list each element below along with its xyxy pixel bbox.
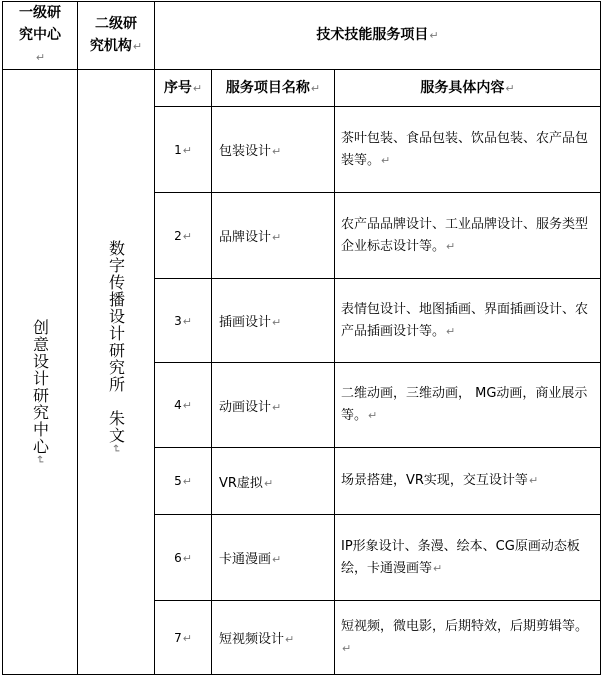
row-content: 短视频，微电影，后期特效，后期剪辑等。↵ xyxy=(335,601,601,675)
row-name: 卡通漫画↵ xyxy=(212,515,335,601)
header-row-top xyxy=(3,2,601,70)
row-content: 场景搭建，VR实现，交互设计等↵ xyxy=(335,448,601,515)
row-number: 5↵ xyxy=(155,448,212,515)
row-content: IP形象设计、条漫、绘本、CG原画动态板绘，卡通漫画等↵ xyxy=(335,515,601,601)
row-number: 1↵ xyxy=(155,107,212,193)
row-number: 6↵ xyxy=(155,515,212,601)
row-name: 品牌设计↵ xyxy=(212,193,335,279)
row-name: VR虚拟↵ xyxy=(212,448,335,515)
row-number: 4↵ xyxy=(155,363,212,448)
service-table xyxy=(2,1,601,675)
row-number: 3↵ xyxy=(155,279,212,363)
row-number: 2↵ xyxy=(155,193,212,279)
row-content: 表情包设计、地图插画、界面插画设计、农产品插画设计等。↵ xyxy=(335,279,601,363)
level1-header: 一级研究中心↵ xyxy=(3,2,78,70)
row-name: 包装设计↵ xyxy=(212,107,335,193)
row-name: 短视频设计↵ xyxy=(212,601,335,675)
project-header: 技术技能服务项目↵ xyxy=(155,2,601,70)
level1-cell: 创意设计研究中心↵ xyxy=(3,70,78,675)
row-number: 7↵ xyxy=(155,601,212,675)
level2-header: 二级研究机构↵ xyxy=(78,2,155,70)
level2-cell: 数字传播设计研究所 朱文↵ xyxy=(78,70,155,675)
level2-value: 数字传播设计研究所 朱文 xyxy=(106,239,126,444)
row-name: 动画设计↵ xyxy=(212,363,335,448)
row-content: 茶叶包装、食品包装、饮品包装、农产品包装等。↵ xyxy=(335,107,601,193)
row-name: 插画设计↵ xyxy=(212,279,335,363)
header-row-sub xyxy=(3,70,601,107)
row-content: 农产品品牌设计、工业品牌设计、服务类型企业标志设计等。↵ xyxy=(335,193,601,279)
content-header: 服务具体内容↵ xyxy=(335,70,601,107)
row-content: 二维动画，三维动画， MG动画，商业展示等。↵ xyxy=(335,363,601,448)
seq-header: 序号↵ xyxy=(155,70,212,107)
name-header: 服务项目名称↵ xyxy=(212,70,335,107)
level1-value: 创意设计研究中心 xyxy=(30,318,50,455)
